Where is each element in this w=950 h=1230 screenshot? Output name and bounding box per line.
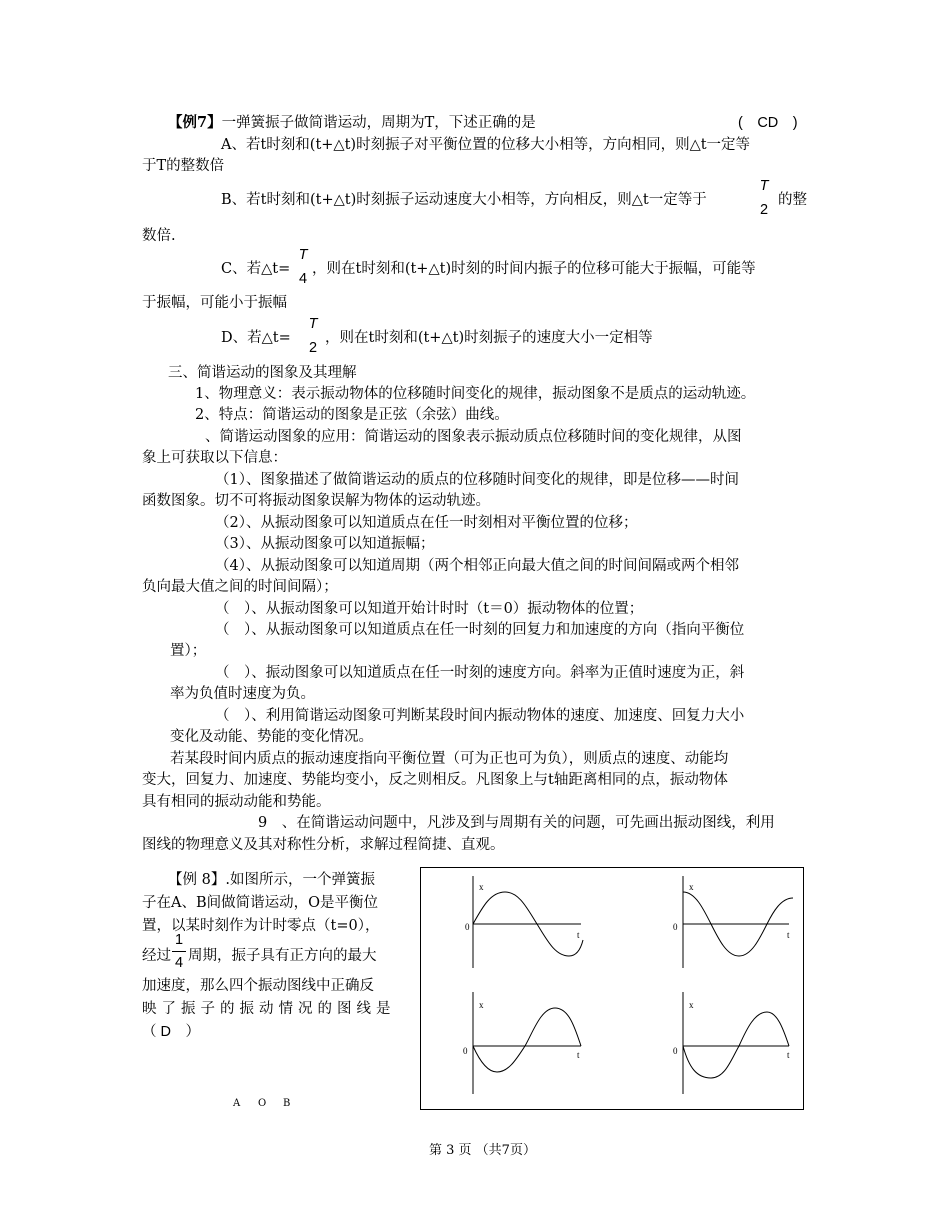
option-c-line2: 于振幅，可能小于振幅 [142, 295, 287, 311]
graph3-x-label: x [479, 1000, 484, 1010]
item-8-line1: （ ）、利用简谐运动图象可判断某段时间内振动物体的速度、加速度、回复力大小 [215, 708, 745, 724]
graph1-x-label: x [479, 882, 484, 892]
graph4-curve [683, 1012, 789, 1078]
option-d-line: ，则在t时刻和(t+△t)时刻振子的速度大小一定相等 [325, 330, 653, 346]
item-4-line2: 负向最大值之间的时间间隔）； [142, 579, 338, 595]
vibration-graphs-figure [420, 867, 804, 1110]
graphs-svg [421, 868, 802, 1108]
option-c-line1: ，则在t时刻和(t+△t)时刻的时间内振子的位移可能大于振幅，可能等 [312, 261, 756, 277]
para-5-line2: 图线的物理意义及其对称性分析，求解过程简捷、直观。 [142, 837, 505, 853]
example8-line1: 【例 8】.如图所示，一个弹簧振 [168, 872, 375, 888]
graph3-origin: 0 [463, 1046, 468, 1056]
example7-title: 【例7】 [168, 114, 222, 131]
fraction-numerator: T [308, 316, 318, 332]
option-b-line2: 数倍. [142, 228, 176, 244]
fraction-denominator: 2 [759, 202, 769, 218]
item-7-line1: （ ）、振动图象可以知道质点在任一时刻的速度方向。斜率为正值时速度为正，斜 [215, 665, 745, 681]
label-a: A [233, 1098, 241, 1109]
item-6-line1: （ ）、从振动图象可以知道质点在任一时刻的回复力和加速度的方向（指向平衡位 [215, 622, 745, 638]
fraction-denominator: 4 [298, 271, 308, 287]
label-b: B [283, 1098, 291, 1109]
point-3-line1: 、简谐运动图象的应用：简谐运动的图象表示振动质点位移随时间的变化规律，从图 [205, 429, 742, 445]
item-2: （2）、从振动图象可以知道质点在任一时刻相对平衡位置的位移； [215, 515, 638, 531]
example8-line5: 加速度，那么四个振动图线中正确反 [142, 978, 374, 994]
para-4-line3: 具有相同的振动动能和势能。 [142, 794, 331, 810]
graph1-t-label: t [577, 930, 580, 940]
option-b-line1: B、若t时刻和(t+△t)时刻振子运动速度大小相等，方向相反，则△t一定等于 [221, 192, 707, 208]
example8-line3: 置，以某时刻作为计时零点（t=0）， [142, 918, 380, 934]
graph2-t-label: t [787, 930, 790, 940]
example8-line2: 子在A、B间做简谐运动，O是平衡位 [142, 895, 379, 911]
item-3: （3）、从振动图象可以知道振幅； [215, 536, 435, 552]
graph2-origin: 0 [673, 922, 678, 932]
label-o: O [258, 1098, 267, 1109]
option-d-start: D、若△t= [221, 330, 291, 346]
graph2-x-label: x [689, 882, 694, 892]
para-4-line2: 变大，回复力、加速度、势能均变小，反之则相反。凡图象上与t轴距离相同的点，振动物体 [142, 772, 728, 788]
example8-line6: 映了振子的振动情况的图线是 [142, 1001, 396, 1017]
graph4-t-label: t [787, 1050, 790, 1060]
item-1-line2: 函数图象。切不可将振动图象误解为物体的运动轨迹。 [142, 493, 490, 509]
example8-line4-start: 经过 [142, 948, 171, 964]
graph4-x-label: x [689, 1000, 694, 1010]
point-2: 2、特点：简谐运动的图象是正弦（余弦）曲线。 [195, 407, 509, 423]
page-footer: 第 3 页 （共7页） [429, 1143, 536, 1158]
item-4-line1: （4）、从振动图象可以知道周期（两个相邻正向最大值之间的时间间隔或两个相邻 [215, 558, 739, 574]
item-5: （ ）、从振动图象可以知道开始计时时（t＝0）振动物体的位置； [215, 601, 644, 617]
fraction-denominator: 2 [308, 340, 318, 356]
fraction-bar [172, 951, 186, 952]
graph4-origin: 0 [673, 1046, 678, 1056]
point-3-line2: 象上可获取以下信息： [142, 450, 287, 466]
graph3-t-label: t [577, 1050, 580, 1060]
example7-question: 一弹簧振子做简谐运动，周期为T，下述正确的是 [221, 115, 536, 131]
item-8-line2: 变化及动能、势能的变化情况。 [170, 729, 373, 745]
item-1-line1: （1）、图象描述了做简谐运动的质点的位移随时间变化的规律，即是位移——时间 [215, 472, 739, 488]
item-6-line2: 置）； [170, 643, 207, 659]
fraction-numerator: 1 [174, 932, 184, 948]
option-a-line2: 于T的整数倍 [142, 158, 225, 174]
fraction-numerator: T [759, 178, 769, 194]
graph3-curve [473, 1008, 581, 1072]
item-7-line2: 率为负值时速度为负。 [170, 686, 315, 702]
option-a-line1: A、若t时刻和(t+△t)时刻振子对平衡位置的位移大小相等，方向相同，则△t一定等 [221, 137, 751, 153]
option-c-start: C、若△t= [221, 261, 291, 277]
example8-line4: 周期，振子具有正方向的最大 [188, 948, 377, 964]
option-b-line1-end: 的整 [778, 192, 807, 208]
example8-answer: （ D ） [142, 1024, 200, 1040]
fraction-numerator: T [298, 247, 308, 263]
fraction-denominator: 4 [174, 955, 184, 971]
point-1: 1、物理意义：表示振动物体的位移随时间变化的规律，振动图象不是质点的运动轨迹。 [195, 386, 756, 402]
para-4-line1: 若某段时间内质点的振动速度指向平衡位置（可为正也可为负），则质点的速度、动能均 [170, 751, 729, 767]
example7-answer: ( CD ) [738, 115, 798, 131]
section-heading: 三、简谐运动的图象及其理解 [168, 365, 357, 381]
graph1-origin: 0 [465, 922, 470, 932]
para-5-line1: 9 、在简谐运动问题中，凡涉及到与周期有关的问题，可先画出振动图线，利用 [258, 815, 775, 831]
